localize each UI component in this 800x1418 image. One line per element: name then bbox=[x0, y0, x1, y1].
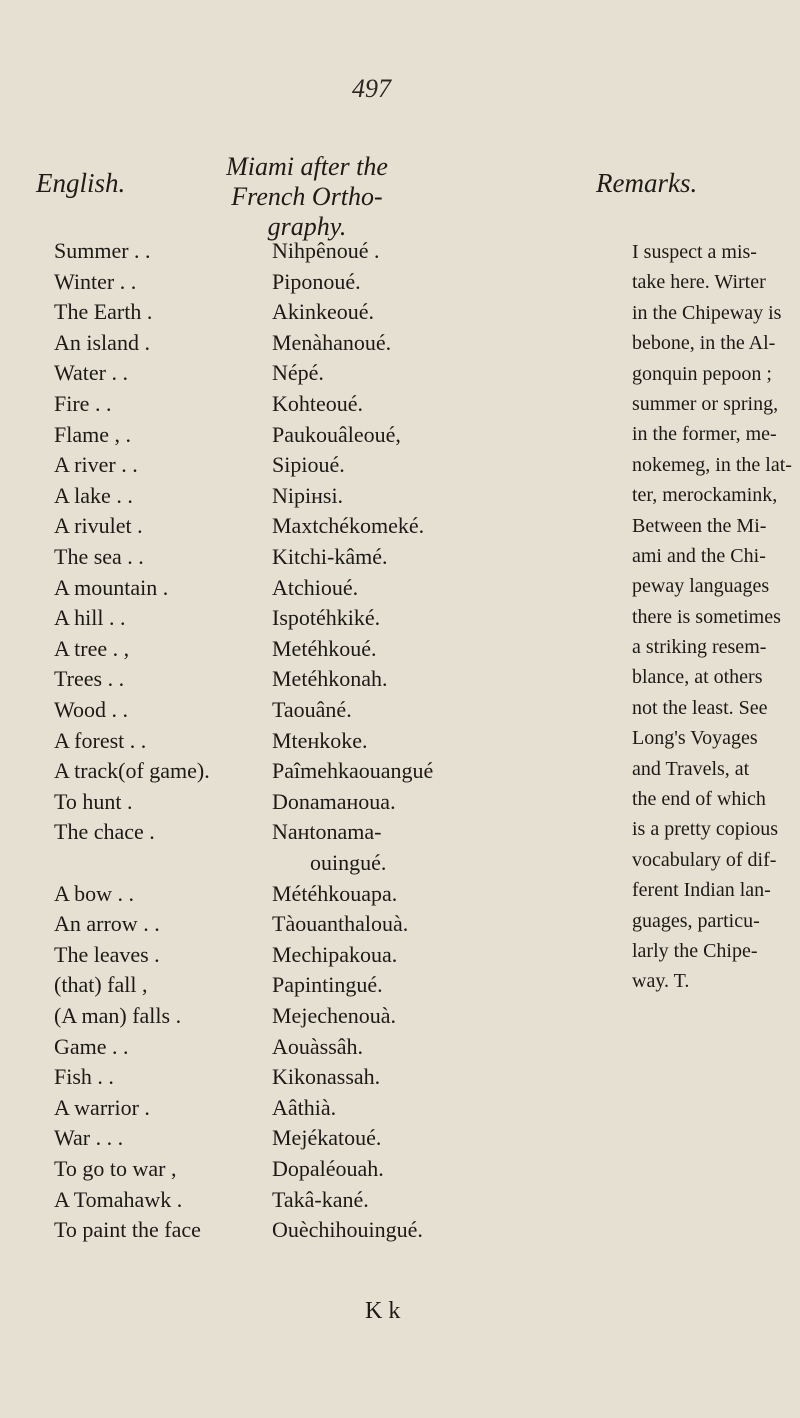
miami-word: Piponoué. bbox=[272, 268, 361, 294]
english-word: To go to war , bbox=[54, 1156, 177, 1181]
english-word: Fish . . bbox=[54, 1064, 114, 1090]
header-french-line: French Ortho- bbox=[231, 182, 383, 211]
english-word: A track(of game). bbox=[54, 758, 210, 784]
miami-word: Dopaléouah. bbox=[272, 1156, 384, 1181]
english-word: Winter . . bbox=[54, 268, 137, 294]
header-french-line: graphy. bbox=[267, 212, 347, 241]
remark-line: ter, merockamink, bbox=[632, 484, 778, 507]
miami-word: Népé. bbox=[272, 360, 324, 386]
miami-word: Taouâné. bbox=[272, 697, 352, 722]
vocab-row bbox=[0, 1034, 620, 1064]
english-word: The leaves . bbox=[54, 941, 160, 967]
miami-word: Nipiнsi. bbox=[272, 482, 344, 508]
remark-line: in the Chipeway is bbox=[632, 301, 782, 324]
vocab-row bbox=[0, 789, 620, 819]
miami-word: Kohteoué. bbox=[272, 391, 364, 416]
english-word: A Tomahawk . bbox=[54, 1186, 183, 1212]
miami-word: Kikonassah. bbox=[272, 1064, 381, 1090]
miami-word: Metéhkonah. bbox=[272, 666, 388, 692]
miami-word: Menàhanoué. bbox=[272, 329, 392, 355]
vocab-row bbox=[0, 299, 620, 329]
vocab-row bbox=[0, 1156, 620, 1186]
english-word: To hunt . bbox=[54, 788, 133, 814]
english-word: The chace . bbox=[54, 819, 155, 845]
vocab-row bbox=[0, 544, 620, 574]
remark-line: the end of which bbox=[632, 788, 766, 811]
vocab-row bbox=[0, 422, 620, 452]
remark-line: ami and the Chi- bbox=[632, 544, 766, 567]
miami-word: Tàouanthalouà. bbox=[272, 911, 409, 937]
remark-line: take here. Wirter bbox=[632, 271, 766, 294]
remark-line: larly the Chipe- bbox=[632, 939, 758, 962]
miami-word: Akinkeoué. bbox=[272, 299, 375, 325]
english-word: A mountain . bbox=[54, 574, 169, 600]
miami-word: Nihpênoué . bbox=[272, 238, 380, 263]
english-word: An island . bbox=[54, 329, 150, 355]
miami-word: Donamaнoua. bbox=[272, 788, 396, 814]
vocab-row bbox=[0, 575, 620, 605]
remark-line: vocabulary of dif- bbox=[632, 848, 777, 871]
vocab-row bbox=[0, 360, 620, 390]
remark-line: in the former, me- bbox=[632, 423, 777, 446]
miami-word: Mejékatoué. bbox=[272, 1125, 382, 1151]
vocab-row bbox=[0, 636, 620, 666]
miami-word: Mechipakoua. bbox=[272, 941, 398, 967]
vocab-row bbox=[0, 850, 620, 880]
english-word: To paint the face bbox=[54, 1217, 201, 1243]
vocab-row bbox=[0, 1125, 620, 1155]
remark-line: not the least. See bbox=[632, 696, 768, 719]
vocab-row bbox=[0, 697, 620, 727]
vocab-row bbox=[0, 452, 620, 482]
remark-line: summer or spring, bbox=[632, 392, 779, 415]
english-word: Flame , . bbox=[54, 421, 131, 447]
english-word: Fire . . bbox=[54, 391, 112, 416]
english-word: A lake . . bbox=[54, 482, 133, 508]
english-word: A rivulet . bbox=[54, 513, 143, 539]
english-word: A tree . , bbox=[54, 635, 130, 661]
remark-line: guages, particu- bbox=[632, 909, 760, 932]
vocab-row bbox=[0, 1064, 620, 1094]
header-remarks: Remarks. bbox=[596, 168, 698, 198]
vocab-row bbox=[0, 269, 620, 299]
vocab-row bbox=[0, 1003, 620, 1033]
miami-word: Paukouâleoué, bbox=[272, 421, 401, 447]
vocab-row bbox=[0, 330, 620, 360]
remark-line: and Travels, at bbox=[632, 757, 750, 780]
vocab-row bbox=[0, 513, 620, 543]
header-french bbox=[212, 152, 402, 242]
remark-line: is a pretty copious bbox=[632, 818, 779, 841]
english-word: War . . . bbox=[54, 1125, 124, 1151]
header-french-line: Miami after the bbox=[226, 152, 388, 181]
english-word: Summer . . bbox=[54, 238, 151, 263]
vocab-row bbox=[0, 238, 620, 268]
english-word: An arrow . . bbox=[54, 911, 160, 937]
remark-line: Long's Voyages bbox=[632, 727, 758, 750]
remark-line: bebone, in the Al- bbox=[632, 332, 776, 355]
miami-word: Naнtonama- bbox=[272, 819, 382, 845]
remark-line: ferent Indian lan- bbox=[632, 879, 771, 902]
miami-word: Metéhkoué. bbox=[272, 635, 377, 661]
vocab-row bbox=[0, 819, 620, 849]
vocab-row bbox=[0, 728, 620, 758]
english-word: Trees . . bbox=[54, 666, 125, 692]
vocab-row bbox=[0, 758, 620, 788]
english-word: A warrior . bbox=[54, 1094, 150, 1120]
vocab-row bbox=[0, 1187, 620, 1217]
miami-word: Atchioué. bbox=[272, 574, 359, 600]
miami-word: Papintingué. bbox=[272, 972, 383, 998]
miami-word: Mteнkoke. bbox=[272, 727, 368, 753]
remark-line: nokemeg, in the lat- bbox=[632, 453, 792, 476]
remarks-column bbox=[632, 237, 800, 997]
signature-mark: K k bbox=[365, 1298, 401, 1324]
miami-word: Kitchi-kâmé. bbox=[272, 544, 388, 569]
vocab-row bbox=[0, 391, 620, 421]
english-word: (that) fall , bbox=[54, 972, 148, 998]
miami-word: Mejechenouà. bbox=[272, 1003, 396, 1028]
english-word: Game . . bbox=[54, 1033, 129, 1059]
english-word: The Earth . bbox=[54, 299, 153, 325]
vocab-row bbox=[0, 881, 620, 911]
miami-word: Ouèchihouingué. bbox=[272, 1217, 423, 1243]
remark-line: I suspect a mis- bbox=[632, 241, 757, 263]
english-word: The sea . . bbox=[54, 544, 144, 569]
english-word: Water . . bbox=[54, 360, 128, 386]
remark-line: a striking resem- bbox=[632, 636, 767, 659]
header-english: English. bbox=[36, 168, 126, 198]
english-word: Wood . . bbox=[54, 697, 129, 722]
vocab-row bbox=[0, 972, 620, 1002]
remark-line: way. T. bbox=[632, 970, 690, 993]
vocab-row bbox=[0, 483, 620, 513]
miami-word: Paîmehkaouangué bbox=[272, 758, 434, 784]
english-word: (A man) falls . bbox=[54, 1003, 182, 1028]
miami-word: Takâ-kané. bbox=[272, 1186, 369, 1212]
remark-line: Between the Mi- bbox=[632, 514, 767, 537]
page-number: 497 bbox=[352, 74, 391, 103]
miami-word: Sipioué. bbox=[272, 452, 345, 478]
english-word: A bow . . bbox=[54, 880, 135, 906]
vocab-row bbox=[0, 942, 620, 972]
miami-word: Météhkouapa. bbox=[272, 880, 398, 906]
miami-word: Aouàssâh. bbox=[272, 1033, 364, 1059]
vocab-row bbox=[0, 911, 620, 941]
english-word: A forest . . bbox=[54, 727, 147, 753]
english-word: A hill . . bbox=[54, 605, 126, 631]
english-word: A river . . bbox=[54, 452, 138, 478]
miami-word: Aâthià. bbox=[272, 1094, 337, 1120]
vocab-row bbox=[0, 605, 620, 635]
remark-line: peway languages bbox=[632, 575, 770, 598]
vocab-row bbox=[0, 666, 620, 696]
vocab-row bbox=[0, 1217, 620, 1247]
vocab-row bbox=[0, 1095, 620, 1125]
remark-line: gonquin pepoon ; bbox=[632, 362, 772, 385]
miami-word: Maxtchékomeké. bbox=[272, 513, 425, 539]
miami-word: ouingué. bbox=[310, 850, 387, 875]
remark-line: blance, at others bbox=[632, 666, 763, 689]
remark-line: there is sometimes bbox=[632, 605, 781, 628]
miami-word: Ispotéhkiké. bbox=[272, 605, 381, 631]
